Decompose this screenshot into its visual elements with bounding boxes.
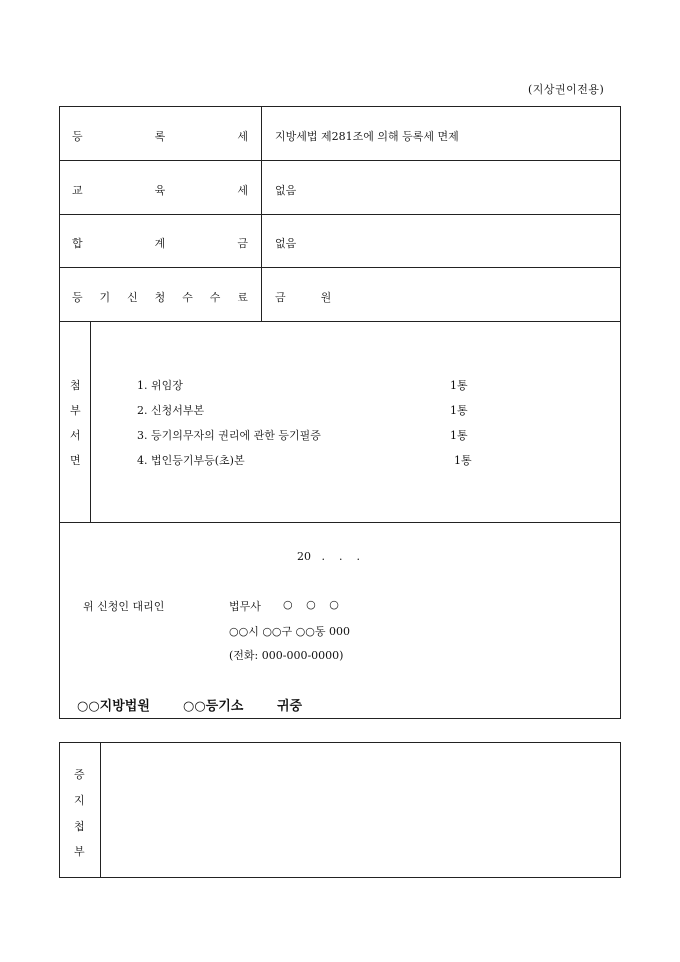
evidence-label-char: 증 [74,768,85,781]
education-tax-value: 없음 [275,184,297,197]
agent-title: 법무사 [229,600,261,613]
attachment-count: 1통 [450,404,468,417]
form-type-note: (지상권이전용) [528,83,605,96]
attachments-label-char: 면 [70,454,81,467]
divider [59,160,621,161]
registration-tax-value: 지방세법 제281조에 의해 등록세 면제 [275,130,459,143]
divider [59,321,621,322]
evidence-divider [100,742,101,878]
registration-fee-label: 등 기 신 청 수 수 료 [72,291,248,304]
evidence-box [59,742,621,878]
application-date: 20 . . . [297,550,360,563]
divider [59,267,621,268]
total-amount-label: 합 계 금 [72,237,248,250]
attachment-count: 1통 [450,429,468,442]
applicant-label: 위 신청인 대리인 [83,600,165,613]
registration-tax-label: 등 록 세 [72,130,248,143]
attachments-label-char: 첨 [70,379,81,392]
recipient-court: ○○지방법원 [77,699,150,714]
agent-address: ○○시 ○○구 ○○동 000 [229,625,350,638]
evidence-label-char: 지 [74,794,85,807]
evidence-label-char: 부 [74,845,85,858]
total-amount-value: 없음 [275,237,297,250]
agent-phone: (전화: 000-000-0000) [229,649,344,662]
attachment-item: 3. 등기의무자의 권리에 관한 등기필증 [137,429,321,442]
agent-name: ○ ○ ○ [283,598,339,611]
recipient-honorific: 귀중 [277,699,303,714]
attachment-count: 1통 [450,379,468,392]
evidence-label-char: 첩 [74,820,85,833]
recipient-registry: ○○등기소 [183,699,244,714]
registration-fee-value: 금 원 [275,291,332,304]
attachments-label-char: 서 [70,429,81,442]
attachment-item: 4. 법인등기부등(초)본 [137,454,245,467]
attachment-divider [90,321,91,522]
column-divider [261,106,262,321]
attachment-item: 2. 신청서부본 [137,404,205,417]
divider [59,214,621,215]
attachment-item: 1. 위임장 [137,379,183,392]
attachments-label-char: 부 [70,404,81,417]
education-tax-label: 교 육 세 [72,184,248,197]
attachment-count: 1통 [454,454,472,467]
divider [59,522,621,523]
